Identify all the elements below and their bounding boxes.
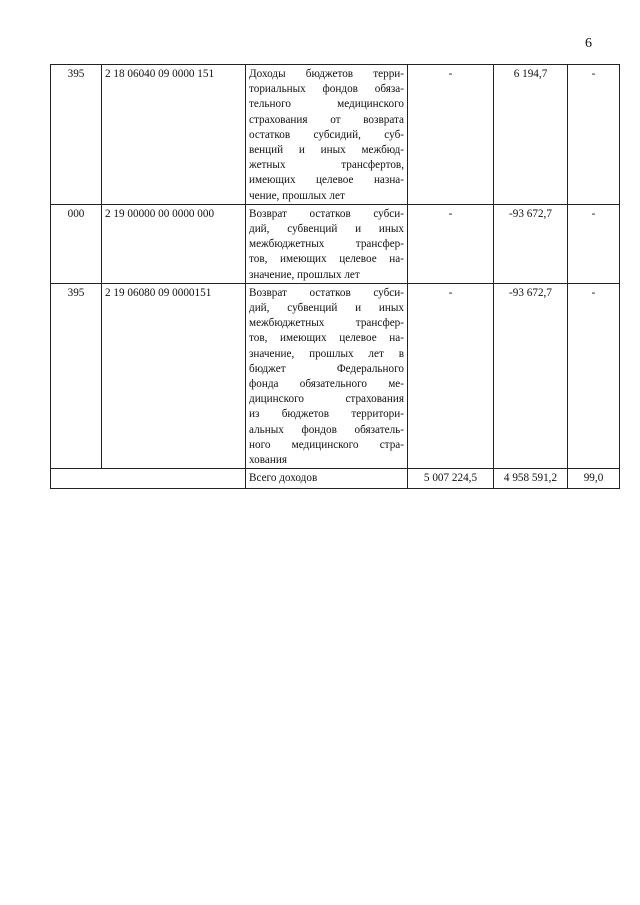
name-line: жетных трансфертов, <box>249 159 404 172</box>
name-line: значение, прошлых лет в <box>249 347 404 360</box>
name-line: имеющих целевое назна- <box>249 174 404 187</box>
budget-code-cell: 2 19 00000 00 0000 000 <box>102 204 246 283</box>
table-row <box>51 204 620 283</box>
executed-cell: 6 194,7 <box>494 65 568 205</box>
percent-cell: - <box>568 204 620 283</box>
admin-code-cell: 000 <box>51 204 102 283</box>
name-line: тов, имеющих целевое на- <box>249 253 404 266</box>
total-row <box>51 469 620 489</box>
name-line: тов, имеющих целевое на- <box>249 332 404 345</box>
name-line: бюджет Федерального <box>249 362 404 375</box>
name-line: фонда обязательного ме- <box>249 378 404 391</box>
name-line: ториальных фондов обяза- <box>249 83 404 96</box>
name-line: остатков субсидий, суб- <box>249 128 404 141</box>
name-line: дий, субвенций и иных <box>249 302 404 315</box>
percent-cell: - <box>568 65 620 205</box>
table-row <box>51 283 620 468</box>
executed-cell: -93 672,7 <box>494 204 568 283</box>
name-line: из бюджетов территори- <box>249 408 404 421</box>
percent-cell: - <box>568 283 620 468</box>
name-line: венций и иных межбюд- <box>249 144 404 157</box>
name-line: Возврат остатков субси- <box>249 286 404 299</box>
revenue-table <box>50 64 620 489</box>
name-line: чение, прошлых лет <box>249 189 345 202</box>
planned-cell: - <box>408 204 494 283</box>
total-percent: 99,0 <box>568 469 620 489</box>
name-line: Доходы бюджетов терри- <box>249 68 404 80</box>
name-line: межбюджетных трансфер- <box>249 238 404 251</box>
planned-cell: - <box>408 283 494 468</box>
name-line: ного медицинского стра- <box>249 438 404 451</box>
admin-code-cell: 395 <box>51 65 102 205</box>
total-empty-cell <box>51 469 246 489</box>
revenue-name-cell <box>246 283 408 468</box>
admin-code-cell: 395 <box>51 283 102 468</box>
name-line: хования <box>249 454 287 467</box>
budget-code-cell: 2 18 06040 09 0000 151 <box>102 65 246 205</box>
total-executed: 4 958 591,2 <box>494 469 568 489</box>
planned-cell: - <box>408 65 494 205</box>
executed-cell: -93 672,7 <box>494 283 568 468</box>
revenue-name-cell <box>246 204 408 283</box>
total-planned: 5 007 224,5 <box>408 469 494 489</box>
name-line: дий, субвенций и иных <box>249 223 404 236</box>
name-line: межбюджетных трансфер- <box>249 317 404 330</box>
name-line: дицинского страхования <box>249 393 404 406</box>
name-line: страхования от возврата <box>249 113 404 126</box>
name-line: значение, прошлых лет <box>249 268 360 281</box>
total-label: Всего доходов <box>246 469 408 489</box>
revenue-name-cell <box>246 65 408 205</box>
name-line: тельного медицинского <box>249 98 404 111</box>
budget-code-cell: 2 19 06080 09 0000151 <box>102 283 246 468</box>
page-number: 6 <box>585 36 592 51</box>
name-line: альных фондов обязатель- <box>249 423 404 436</box>
table-row <box>51 65 620 205</box>
name-line: Возврат остатков субси- <box>249 207 404 220</box>
